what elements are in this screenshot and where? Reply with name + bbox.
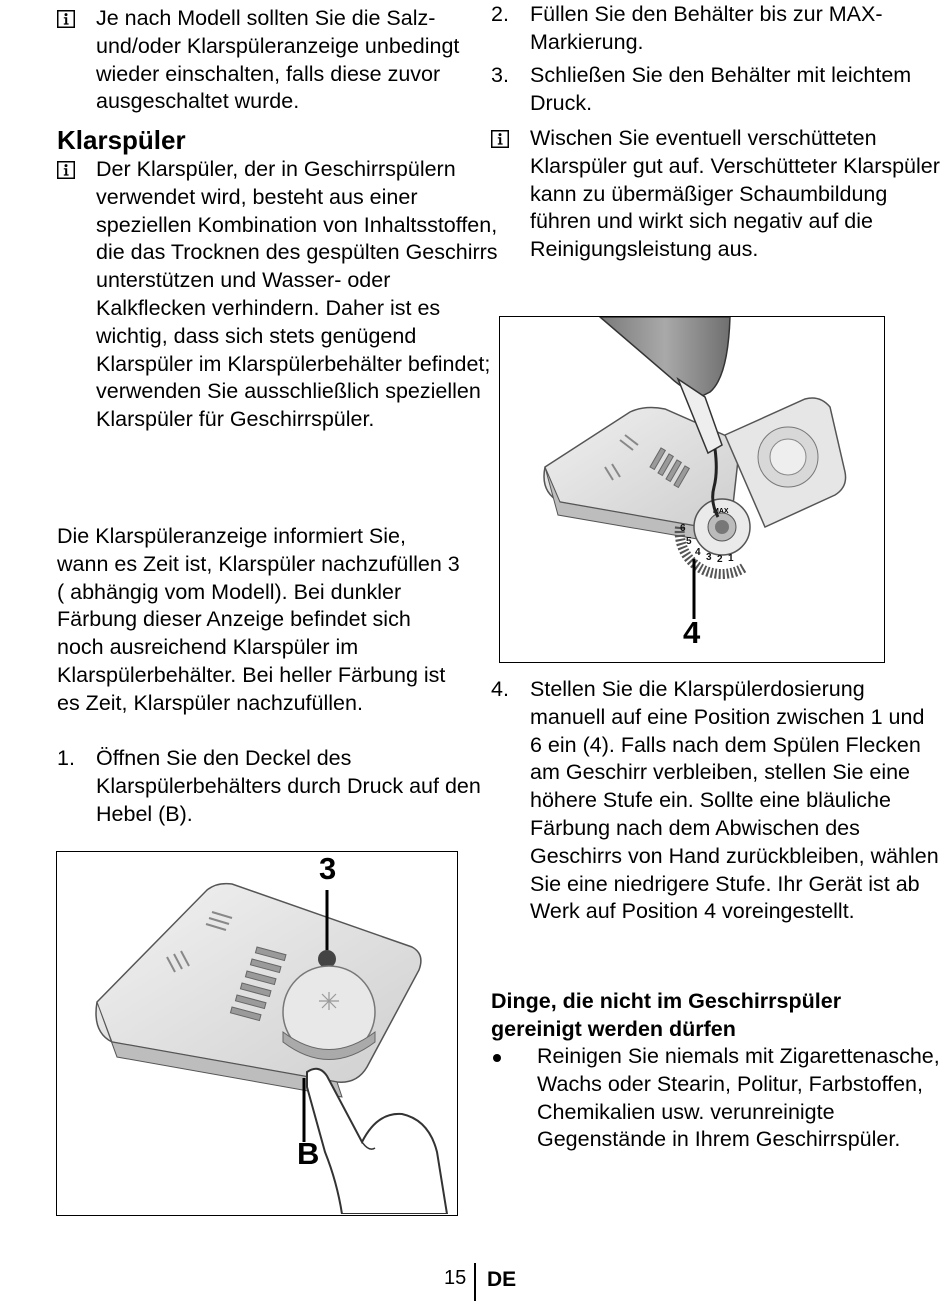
note-model-indicator <box>57 5 501 116</box>
dial-number: 6 <box>680 523 686 534</box>
page-number: 15 <box>444 1267 467 1289</box>
step-text: Öffnen Sie den Deckel des Klarspülerbehälters durch Druck auf den Hebel (B). <box>96 746 481 826</box>
step-2 <box>491 1 940 57</box>
dial-number: 4 <box>695 547 701 558</box>
callout-label-4: 4 <box>683 615 701 650</box>
bullet-text: Reinigen Sie niemals mit Zigarettenasche, Wachs oder Stearin, Politur, Farbstoffen, Chemikalien usw. verunreinigte Gegenstände in Ihrem Geschirrspüler. <box>537 1044 940 1152</box>
bullet-dot <box>493 1054 501 1062</box>
figure-dispenser-filling <box>499 316 885 663</box>
info-icon <box>57 161 75 179</box>
step-text: Füllen Sie den Behälter bis zur MAX-Markierung. <box>530 2 883 54</box>
dial-number: 2 <box>717 554 723 565</box>
step-text: Schließen Sie den Behälter mit leichtem Druck. <box>530 63 912 115</box>
step-number: 4. <box>491 677 509 701</box>
step-number: 1. <box>57 746 75 770</box>
bullet-item <box>491 1043 947 1154</box>
dispenser-illustration <box>57 852 456 1214</box>
filling-illustration <box>500 317 883 661</box>
callout-label-b: B <box>297 1136 320 1171</box>
note-model-text: Je nach Modell sollten Sie die Salz- und/oder Klarspüleranzeige unbedingt wieder einschalten, falls diese zuvor ausgeschaltet wurde. <box>96 6 460 114</box>
note-spilled-rinse-aid <box>491 125 940 264</box>
callout-label-3: 3 <box>319 851 337 886</box>
dial-max-label: MAX <box>713 508 729 515</box>
step-text: Stellen Sie die Klarspülerdosierung manuell auf eine Position zwischen 1 und 6 ein (4). Falls nach dem Spülen Flecken am Geschirr verbleiben, stellen Sie eine höhere Stufe ein. Sollte eine bläuliche Färbung nach dem Abwischen des Geschirrs von Hand zurückbleiben, wählen Sie eine niedrigere Stufe. Ihr Gerät ist ab Werk auf Position 4 voreingestellt. <box>530 677 939 924</box>
note-spilled-text: Wischen Sie eventuell verschütteten Klarspüler gut auf. Verschütteter Klarspüler kann zu übermäßiger Schaumbildung führen und wirkt sich negativ auf die Reinigungsleistung aus. <box>530 126 940 262</box>
dial-number: 5 <box>686 536 692 547</box>
note-rinse-aid-text: Der Klarspüler, der in Geschirrspülern verwendet wird, besteht aus einer speziellen Kombination von Inhaltsstoffen, die das Trocknen des gespülten Geschirrs unterstützen und Wasser- oder Kalkflecken verhindern. Daher ist es wichtig, dass sich stets genügend Klarspüler im Klarspülerbehälter befindet; verwenden Sie ausschließlich speziellen Klarspüler für Geschirrspüler. <box>96 157 498 432</box>
dial-number: 3 <box>706 552 712 563</box>
indicator-paragraph: Die Klarspüleranzeige informiert Sie, wann es Zeit ist, Klarspüler nachzufüllen 3 ( abhängig vom Modell). Bei dunkler Färbung dieser Anzeige befindet sich noch ausreichend Klarspüler im Klarspülerbehälter. Bei heller Färbung ist es Zeit, Klarspüler nachzufüllen. <box>57 524 460 715</box>
step-3 <box>491 62 940 118</box>
step-number: 3. <box>491 63 509 87</box>
figure-dispenser-open <box>56 851 458 1216</box>
section-heading-klarspueler: Klarspüler <box>57 125 186 155</box>
step-number: 2. <box>491 2 509 26</box>
info-icon <box>491 130 509 148</box>
dial-number: 1 <box>728 553 734 564</box>
info-icon <box>57 10 75 28</box>
step-1 <box>57 745 501 828</box>
footer-divider <box>474 1263 476 1301</box>
section-heading-not-dishwasher: Dinge, die nicht im Geschirrspüler gereinigt werden dürfen <box>491 989 842 1041</box>
step-4 <box>491 676 940 926</box>
language-code: DE <box>487 1268 517 1291</box>
note-rinse-aid <box>57 156 501 434</box>
